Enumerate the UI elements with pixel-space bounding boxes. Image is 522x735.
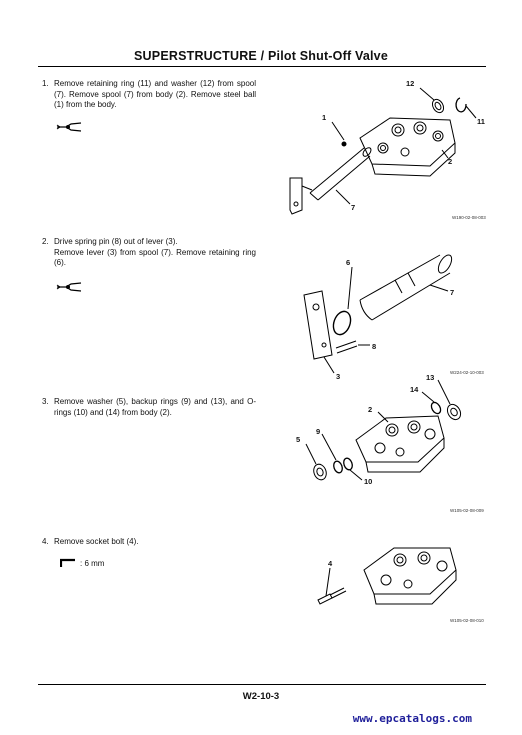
step-2	[42, 237, 256, 269]
figure-code: W190-02-08-003	[452, 215, 486, 220]
figure-code: W105-02-08-010	[450, 618, 484, 623]
figure-4-socket-bolt	[300, 538, 490, 618]
tool-spec	[60, 558, 104, 568]
step-number: 2.	[42, 237, 49, 246]
step-number: 1.	[42, 79, 49, 88]
callout-6: 6	[346, 258, 351, 267]
snap-ring-pliers-icon	[56, 280, 82, 298]
callout-7: 7	[351, 203, 356, 212]
snap-ring-pliers-icon	[56, 120, 82, 138]
figure-3-body-seals	[288, 372, 488, 502]
callout-3: 3	[336, 372, 341, 380]
callout-5: 5	[296, 435, 301, 444]
callout-2: 2	[368, 405, 373, 414]
figure-code: W105-02-08-009	[450, 508, 484, 513]
figure-code: W224-02-10-003	[450, 370, 484, 375]
step-text-line-2: Remove lever (3) from spool (7). Remove retaining ring (6).	[54, 247, 256, 267]
callout-14: 14	[410, 385, 419, 394]
watermark: www.epcatalogs.com	[352, 712, 472, 725]
hex-wrench-icon	[60, 558, 76, 568]
page-title: SUPERSTRUCTURE / Pilot Shut-Off Valve	[134, 49, 388, 63]
header-rule	[38, 66, 486, 67]
step-number: 4.	[42, 537, 49, 546]
tool-size: : 6 mm	[80, 558, 105, 568]
step-text: Remove retaining ring (11) and washer (12) from spool (7). Remove spool (7) from body (2). Remove steel ball (1) from the body.	[54, 79, 256, 109]
callout-4: 4	[328, 559, 333, 568]
step-1	[42, 79, 256, 111]
callout-10: 10	[364, 477, 373, 486]
page-number: W2-10-3	[242, 691, 280, 702]
step-text: Remove washer (5), backup rings (9) and (13), and O-rings (10) and (14) from body (2).	[54, 397, 256, 417]
callout-13: 13	[426, 373, 435, 382]
figure-1-pilot-valve	[280, 78, 490, 228]
callout-8: 8	[372, 342, 377, 351]
callout-7: 7	[450, 288, 455, 297]
callout-1: 1	[322, 113, 327, 122]
callout-2: 2	[448, 157, 453, 166]
step-number: 3.	[42, 397, 49, 406]
callout-9: 9	[316, 427, 321, 436]
figure-2-lever-spool	[290, 245, 490, 380]
step-text-line-1: Drive spring pin (8) out of lever (3).	[54, 237, 178, 246]
footer-rule	[38, 684, 486, 685]
step-3	[42, 397, 256, 418]
callout-12: 12	[406, 79, 415, 88]
step-4	[42, 537, 256, 548]
step-text: Remove socket bolt (4).	[54, 537, 139, 546]
callout-11: 11	[477, 117, 485, 126]
